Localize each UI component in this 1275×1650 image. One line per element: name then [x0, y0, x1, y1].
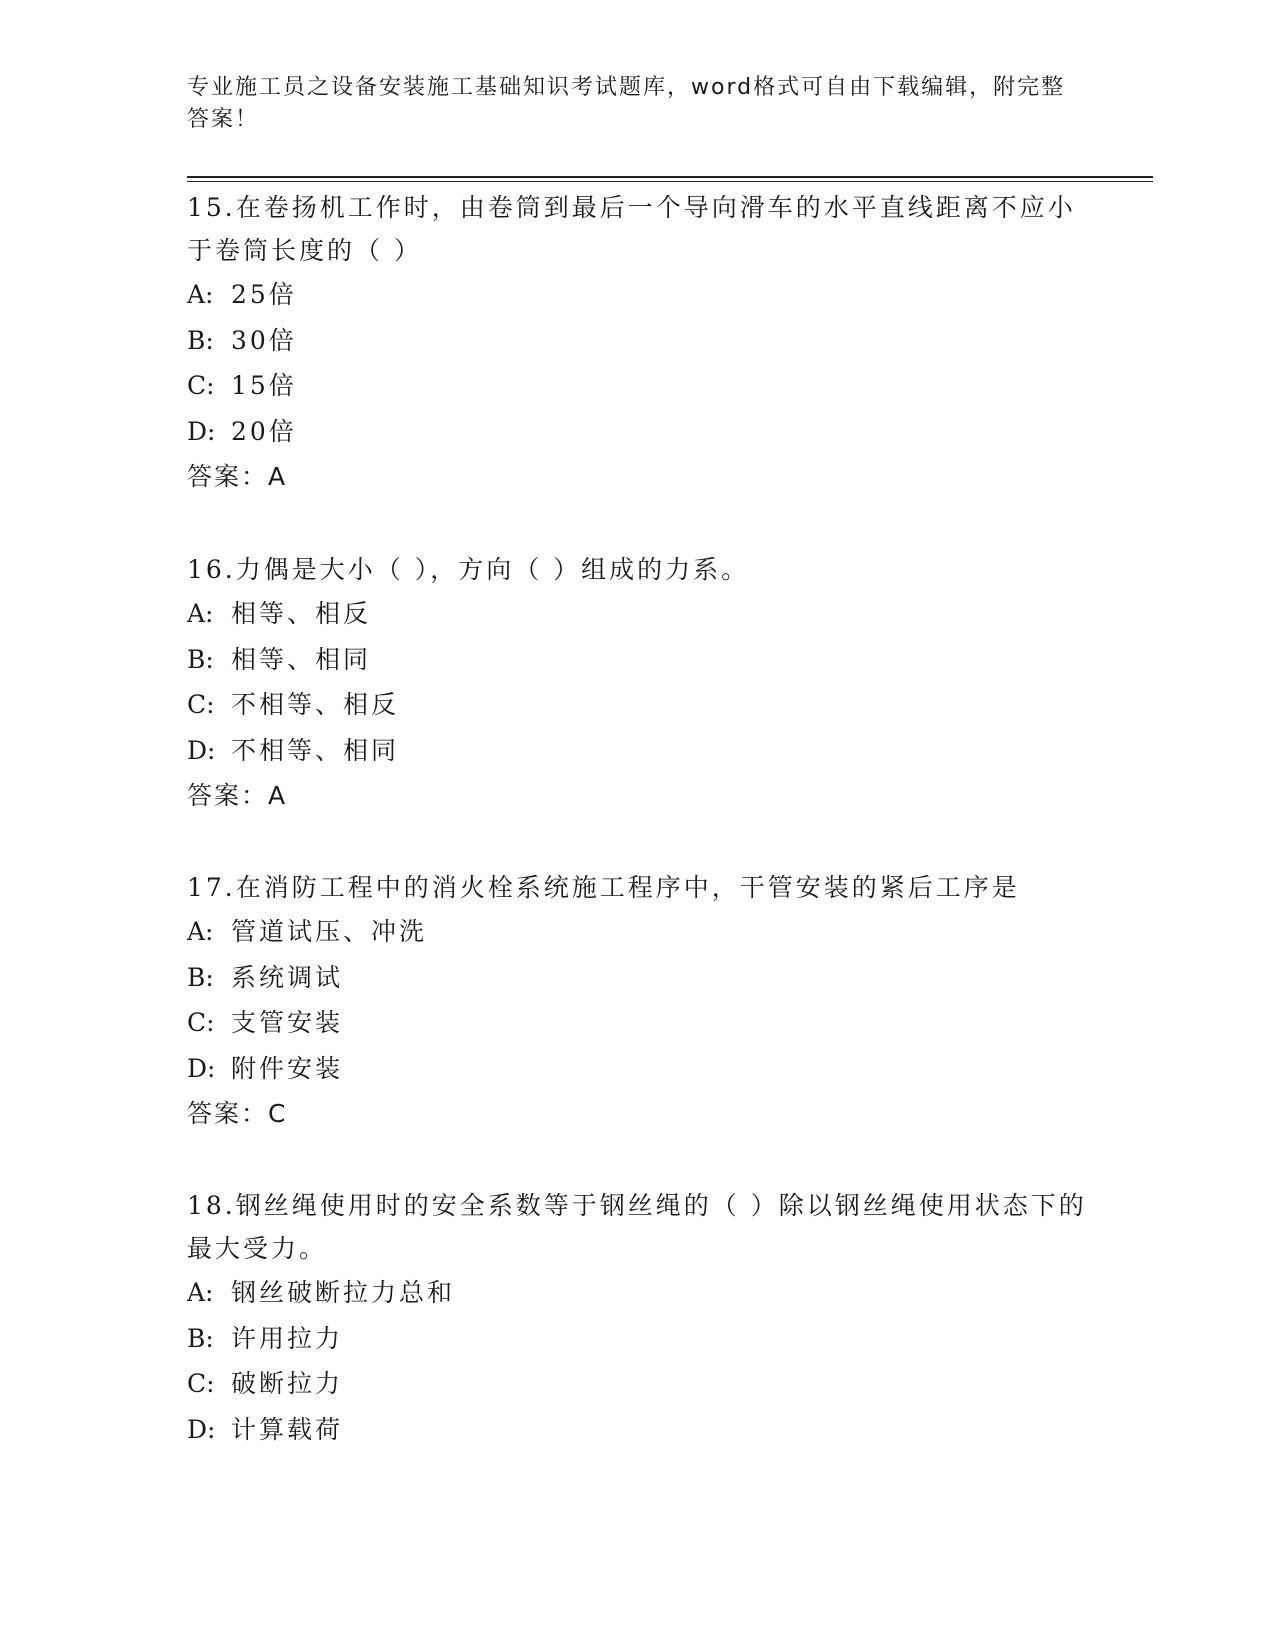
option-key: A:	[187, 1278, 214, 1307]
option-key: C:	[187, 1369, 215, 1398]
option-text: 20倍	[231, 416, 297, 446]
option-a	[187, 591, 1087, 637]
option-key: D:	[187, 735, 216, 765]
option-b	[187, 637, 1087, 683]
option-key: D:	[187, 1053, 216, 1083]
question-17	[187, 866, 1087, 1136]
option-text: 不相等、相反	[231, 690, 400, 719]
option-text: 相等、相同	[231, 644, 372, 674]
option-text: 破断拉力	[231, 1369, 344, 1398]
question-stem: 16.力偶是大小（ ），方向（ ）组成的力系。	[187, 555, 750, 584]
option-a	[187, 272, 1087, 318]
option-c	[187, 363, 1087, 409]
option-text: 不相等、相同	[231, 735, 400, 765]
question-stem: 17.在消防工程中的消火栓系统施工程序中，干管安装的紧后工序是	[187, 873, 1020, 902]
option-text: 许用拉力	[231, 1323, 344, 1353]
option-text: 25倍	[231, 280, 297, 309]
option-c	[187, 1000, 1087, 1046]
option-text: 系统调试	[231, 962, 344, 992]
option-b	[187, 318, 1087, 364]
option-key: A:	[187, 280, 214, 309]
option-d	[187, 409, 1087, 455]
option-key: A:	[187, 599, 214, 628]
option-d	[187, 1046, 1087, 1092]
option-key: B:	[187, 962, 214, 992]
question-stem: 15.在卷扬机工作时，由卷筒到最后一个导向滑车的水平直线距离不应小于卷筒长度的（ ）	[187, 193, 1076, 265]
option-a	[187, 909, 1087, 955]
option-text: 支管安装	[231, 1008, 344, 1037]
option-key: A:	[187, 917, 214, 946]
option-text: 附件安装	[231, 1053, 344, 1083]
option-a	[187, 1270, 1087, 1316]
question-16	[187, 548, 1087, 818]
answer-label: 答案：A	[187, 462, 288, 491]
document-header: 专业施工员之设备安装施工基础知识考试题库，word格式可自由下载编辑，附完整答案！	[187, 75, 1066, 132]
option-text: 15倍	[231, 371, 297, 400]
option-key: C:	[187, 1008, 215, 1037]
answer-label: 答案：A	[187, 781, 288, 810]
option-text: 管道试压、冲洗	[231, 917, 428, 946]
question-15	[187, 186, 1087, 499]
header-divider-thin	[187, 181, 1153, 182]
option-key: D:	[187, 416, 216, 446]
option-key: B:	[187, 325, 214, 355]
option-b	[187, 955, 1087, 1001]
option-key: B:	[187, 644, 214, 674]
option-c	[187, 1361, 1087, 1407]
option-d	[187, 728, 1087, 774]
option-key: C:	[187, 371, 215, 400]
option-c	[187, 682, 1087, 728]
option-text: 30倍	[231, 325, 297, 355]
option-text: 相等、相反	[231, 599, 372, 628]
option-key: C:	[187, 690, 215, 719]
option-b	[187, 1316, 1087, 1362]
option-key: D:	[187, 1414, 216, 1444]
question-18	[187, 1184, 1087, 1452]
header-divider-thick	[187, 176, 1153, 178]
option-text: 钢丝破断拉力总和	[231, 1278, 456, 1307]
option-d	[187, 1407, 1087, 1453]
option-text: 计算载荷	[231, 1414, 344, 1444]
question-stem: 18.钢丝绳使用时的安全系数等于钢丝绳的（ ）除以钢丝绳使用状态下的最大受力。	[187, 1191, 1087, 1263]
answer-label: 答案：C	[187, 1099, 288, 1128]
option-key: B:	[187, 1323, 214, 1353]
